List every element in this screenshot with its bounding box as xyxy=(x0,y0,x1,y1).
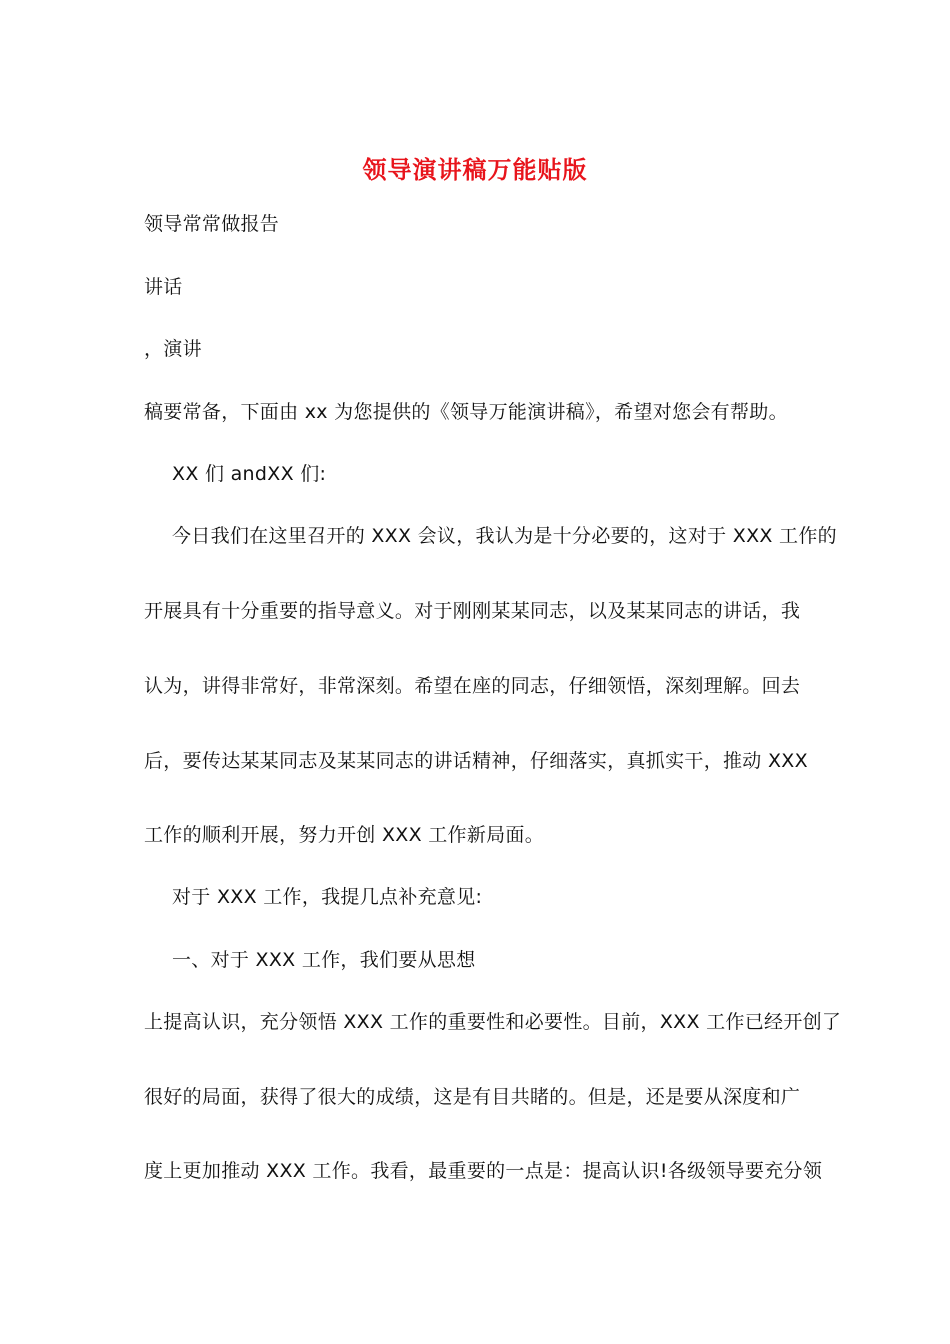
paragraph-line: 度上更加推动 XXX 工作。我看，最重要的一点是：提高认识!各级领导要充分领 xyxy=(144,1160,823,1182)
paragraph-line: 领导常常做报告 xyxy=(144,213,280,235)
document-title: 领导演讲稿万能贴版 xyxy=(362,155,588,184)
paragraph-line: 开展具有十分重要的指导意义。对于刚刚某某同志，以及某某同志的讲话，我 xyxy=(144,600,801,622)
paragraph-line: 对于 XXX 工作，我提几点补充意见: xyxy=(172,886,483,908)
paragraph-line: ，演讲 xyxy=(144,338,202,360)
paragraph-line: 今日我们在这里召开的 XXX 会议，我认为是十分必要的，这对于 XXX 工作的 xyxy=(172,525,837,547)
greeting-line: XX 们 andXX 们: xyxy=(172,463,327,485)
section-heading-line: 一、对于 XXX 工作，我们要从思想 xyxy=(172,949,476,971)
paragraph-line: 工作的顺利开展，努力开创 XXX 工作新局面。 xyxy=(144,824,545,846)
paragraph-line: 认为，讲得非常好，非常深刻。希望在座的同志，仔细领悟，深刻理解。回去 xyxy=(144,675,801,697)
paragraph-line: 很好的局面，获得了很大的成绩，这是有目共睹的。但是，还是要从深度和广 xyxy=(144,1086,801,1108)
paragraph-line: 上提高认识，充分领悟 XXX 工作的重要性和必要性。目前，XXX 工作已经开创了 xyxy=(144,1011,842,1033)
paragraph-line: 稿要常备，下面由 xx 为您提供的《领导万能演讲稿》，希望对您会有帮助。 xyxy=(144,401,788,423)
paragraph-line: 后，要传达某某同志及某某同志的讲话精神，仔细落实，真抓实干，推动 XXX xyxy=(144,750,808,772)
paragraph-line: 讲话 xyxy=(144,276,183,298)
